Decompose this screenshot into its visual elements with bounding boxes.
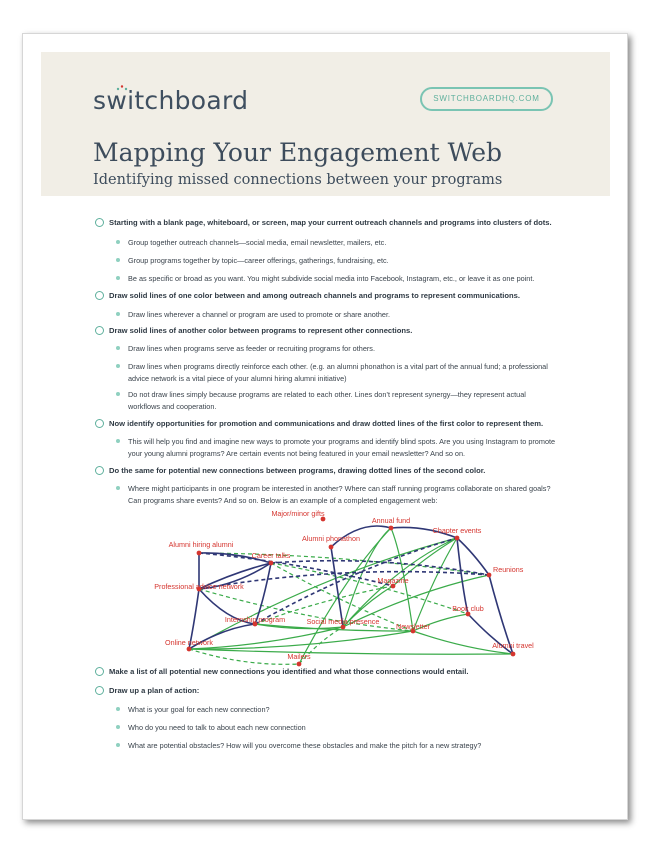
bullet-dot-icon	[116, 312, 120, 316]
checkbox-circle-icon[interactable]	[95, 686, 104, 695]
list-item: Group together outreach channels—social media, email newsletter, mailers, etc.	[116, 237, 556, 249]
step-7[interactable]	[95, 686, 199, 695]
list-item: Draw lines when programs directly reinforce each other. (e.g. an alumni phonathon is a vital part of the annual fund; a professional advice network is a vital piece of your alumni hiring alumni initiative)	[116, 361, 556, 384]
checkbox-circle-icon[interactable]	[95, 291, 104, 300]
bullet-dot-icon	[116, 346, 120, 350]
node-label-advice: Professional advice network	[154, 582, 244, 591]
node-label-newsletter: Newsletter	[396, 622, 430, 631]
list-item: Be as specific or broad as you want. You might subdivide social media into Facebook, Instagram, etc., or leave it as one point.	[116, 273, 556, 285]
node-label-chapter: Chapter events	[432, 526, 482, 535]
step-6[interactable]	[95, 667, 468, 676]
step-2[interactable]	[95, 291, 520, 300]
node-label-phonathon: Alumni phonathon	[302, 534, 360, 543]
bullet-dot-icon	[116, 276, 120, 280]
node-dot	[187, 647, 192, 652]
node-label-travel: Alumni travel	[492, 641, 534, 650]
node-label-bookclub: Book club	[452, 604, 484, 613]
node-dot	[389, 526, 394, 531]
logo[interactable]: switchboard	[93, 86, 249, 115]
node-dot	[197, 551, 202, 556]
connection-line	[189, 649, 513, 654]
bullet-dot-icon	[116, 725, 120, 729]
list-item: Who do you need to talk to about each new connection	[116, 722, 556, 734]
node-label-magazine: Magazine	[377, 576, 409, 585]
step-4[interactable]	[95, 419, 543, 428]
node-label-reunions: Reunions	[493, 565, 524, 574]
step-3[interactable]	[95, 326, 412, 335]
bullet-dot-icon	[116, 392, 120, 396]
checkbox-circle-icon[interactable]	[95, 218, 104, 227]
bullet-dot-icon	[116, 707, 120, 711]
step-5[interactable]	[95, 466, 485, 475]
checkbox-circle-icon[interactable]	[95, 326, 104, 335]
header-banner	[41, 52, 610, 196]
list-item: What are potential obstacles? How will you overcome these obstacles and make the pitch for a new strategy?	[116, 740, 556, 752]
potential-connection-line	[271, 561, 489, 575]
node-label-social: Social media presence	[306, 617, 380, 626]
checkbox-circle-icon[interactable]	[95, 419, 104, 428]
bullet-dot-icon	[116, 439, 120, 443]
document-page	[22, 33, 628, 820]
node-label-mailers: Mailers	[287, 652, 311, 661]
list-item: Group programs together by topic—career offerings, gatherings, fundraising, etc.	[116, 255, 556, 267]
checkbox-circle-icon[interactable]	[95, 466, 104, 475]
node-label-online: Online network	[165, 638, 213, 647]
node-label-annual: Annual fund	[371, 516, 411, 525]
bullet-dot-icon	[116, 486, 120, 490]
node-label-hiring: Alumni hiring alumni	[168, 540, 234, 549]
step-text: Make a list of all potential new connections you identified and what those connections would entail.	[109, 667, 469, 676]
step-text: Do the same for potential new connections between programs, drawing dotted lines of the second color.	[109, 466, 486, 475]
list-item: Where might participants in one program be interested in another? Where can staff running programs collaborate on shared goals? Can programs share events? And so on. Below is an example of a completed engagement web:	[116, 483, 556, 506]
list-item: Do not draw lines simply because programs are related to each other. Lines don’t represent synergy—they represent actual workflows and cooperation.	[116, 389, 556, 412]
engagement-web-diagram	[123, 509, 534, 664]
step-text: Draw solid lines of another color between programs to represent other connections.	[109, 326, 413, 335]
node-dot	[455, 536, 460, 541]
list-item: What is your goal for each new connection?	[116, 704, 556, 716]
connection-line	[457, 538, 489, 575]
node-label-internship: Internship program	[224, 615, 286, 624]
step-1[interactable]	[95, 218, 552, 227]
bullet-dot-icon	[116, 258, 120, 262]
step-text: Now identify opportunities for promotion and communications and draw dotted lines of the first color to represent them.	[109, 419, 544, 428]
node-dot	[329, 545, 334, 550]
list-item: This will help you find and imagine new ways to promote your programs and identify blind spots. Are you using Instagram to promote your young alumni programs? Are certain events not being featured in your email newsletter? And so on.	[116, 436, 556, 459]
page-title: Mapping Your Engagement Web	[93, 138, 503, 167]
node-dot	[297, 662, 302, 667]
node-dot	[487, 573, 492, 578]
website-button[interactable]: SWITCHBOARDHQ.COM	[420, 87, 553, 111]
node-dot	[269, 561, 274, 566]
step-text: Draw solid lines of one color between and among outreach channels and programs to represent communications.	[109, 291, 520, 300]
bullet-dot-icon	[116, 364, 120, 368]
node-dot	[511, 652, 516, 657]
node-label-major: Major/minor gifts	[271, 509, 325, 518]
checkbox-circle-icon[interactable]	[95, 667, 104, 676]
list-item: Draw lines when programs serve as feeder or recruiting programs for others.	[116, 343, 556, 355]
bullet-dot-icon	[116, 743, 120, 747]
step-text: Draw up a plan of action:	[109, 686, 200, 695]
list-item: Draw lines wherever a channel or program are used to promote or share another.	[116, 309, 556, 321]
bullet-dot-icon	[116, 240, 120, 244]
connection-line	[457, 538, 468, 614]
page-subtitle: Identifying missed connections between your programs	[93, 172, 503, 188]
step-text: Starting with a blank page, whiteboard, or screen, map your current outreach channels and programs into clusters of dots.	[109, 218, 552, 227]
node-label-career: Career talks	[251, 551, 291, 560]
